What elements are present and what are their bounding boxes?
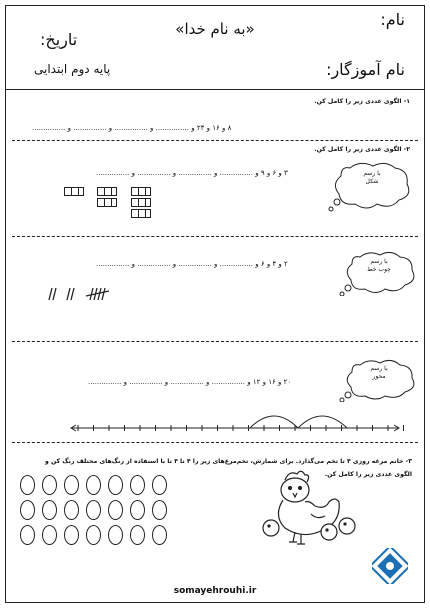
header-divider xyxy=(5,89,425,90)
divider xyxy=(12,442,418,443)
egg xyxy=(86,500,101,520)
egg xyxy=(42,525,57,545)
q2a-sequence: ۳ و ۶ و ۹ و ............... و ............... و ............... و ............... xyxy=(96,169,288,177)
egg xyxy=(108,525,123,545)
egg xyxy=(64,525,79,545)
egg xyxy=(130,500,145,520)
egg xyxy=(130,475,145,495)
egg xyxy=(42,475,57,495)
egg xyxy=(152,475,167,495)
egg xyxy=(86,525,101,545)
grade-label: پایه دوم ابتدایی xyxy=(34,62,111,76)
egg xyxy=(86,475,101,495)
cloud-hint-a: با رسم شکل xyxy=(363,170,381,185)
cloud-hint-b: با رسم چوب خط xyxy=(367,258,391,273)
egg xyxy=(20,500,35,520)
footer-website[interactable]: somayehrouhi.ir xyxy=(173,586,257,596)
egg xyxy=(108,500,123,520)
divider xyxy=(12,341,418,342)
divider xyxy=(12,236,418,237)
site-logo xyxy=(372,548,408,584)
date-label: تاریخ: xyxy=(40,30,78,49)
q3-instruction: ۳- خانم مرغه روزی ۴ تا تخم می‌گذارد. برای شمارش، تخم‌مرغ‌های زیر را ۴ تا ۴ تا با استفاده از رنگ‌های مختلف رنگ کن و الگوی عددی زیر را کامل کن. xyxy=(44,458,412,478)
egg xyxy=(108,475,123,495)
q1-instruction: ۱- الگوی عددی زیر را کامل کن. xyxy=(314,98,410,105)
q2b-sequence: ۲ و ۴ و ۶ و ............... و ............... و ............... و ............... xyxy=(96,260,288,268)
page-title: «به نام خدا» xyxy=(175,20,255,38)
q2c-sequence: ۲۰ و ۱۶ و ۱۲ و ............... و ............... و ............... و ............... xyxy=(88,378,292,386)
hen-with-chicks-icon xyxy=(255,466,360,550)
egg xyxy=(20,525,35,545)
egg xyxy=(64,475,79,495)
cloud-hint-c: با رسم محور xyxy=(370,365,388,380)
egg xyxy=(20,475,35,495)
egg xyxy=(42,500,57,520)
name-label: نام: xyxy=(380,10,405,29)
egg xyxy=(152,500,167,520)
egg xyxy=(152,525,167,545)
q2-instruction: ۲- الگوی عددی زیر را کامل کن. xyxy=(314,146,410,153)
divider xyxy=(12,140,418,141)
tally-marks xyxy=(46,286,116,304)
egg xyxy=(64,500,79,520)
teacher-label: نام آموزگار: xyxy=(326,60,405,79)
number-line xyxy=(64,404,404,434)
q1-sequence: ۸ و ۱۶ و ۲۴ و ............... و ............... و ............... و ............... xyxy=(32,124,232,132)
egg xyxy=(130,525,145,545)
